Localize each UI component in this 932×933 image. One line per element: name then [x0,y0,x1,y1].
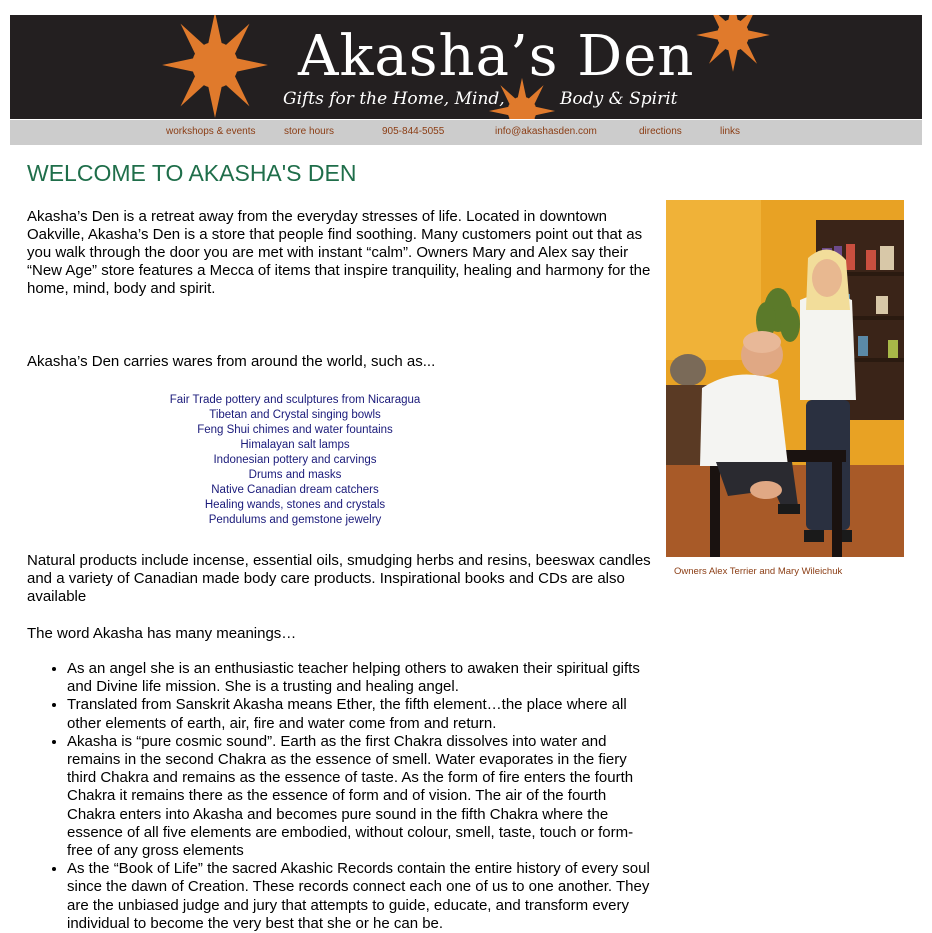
header-banner [10,15,922,119]
sun-icon [696,15,770,72]
owners-photo [666,200,904,557]
logo-title[interactable]: Akasha’s Den [298,24,695,89]
wares-list [130,393,460,528]
meaning-item: • Translated from Sanskrit Akasha means Ether, the fifth element…the place where all other elements of earth, air, fire and water come from and return. [67,696,652,732]
nav-link-workshops-events[interactable]: workshops & events [166,126,256,137]
meaning-item: • As an angel she is an enthusiastic teacher helping others to awaken their spiritual gifts and Divine life mission. She is a trusting and healing angel. [67,660,652,696]
wares-item: Indonesian pottery and carvings [213,454,377,466]
wares-item: Native Canadian dream catchers [211,484,379,496]
wares-item: Fair Trade pottery and sculptures from Nicaragua [169,394,421,406]
wares-item: Himalayan salt lamps [240,439,350,451]
wares-item: Tibetan and Crystal singing bowls [209,409,381,421]
nav-link-links[interactable]: links [720,126,741,137]
natural-products-paragraph: Natural products include incense, essential oils, smudging herbs and resins, beeswax candles and a variety of Canadian made body care products. Inspirational books and CDs are also available [27,552,651,605]
wares-item: Healing wands, stones and crystals [204,499,386,511]
logo-tagline-end: Body & Spirit [560,89,678,109]
photo-caption: Owners Alex Terrier and Mary Wileichuk [674,566,843,577]
nav-link-directions[interactable]: directions [639,126,682,137]
nav-link-store-hours[interactable]: store hours [284,126,335,137]
wares-item: Pendulums and gemstone jewelry [208,514,382,526]
logo-tagline: Gifts for the Home, Mind, [283,89,505,109]
page-title: WELCOME TO AKASHA'S DEN [27,160,357,186]
meanings-intro: The word Akasha has many meanings… [27,625,297,642]
nav-link-phone[interactable]: 905-844-5055 [382,126,445,137]
meaning-item: • As the “Book of Life” the sacred Akashic Records contain the entire history of every soul since the dawn of Creation. These records connect each one of us to one another. They are the unbiased judge and jury that attempts to guide, educate, and transform every individual to become the very best that she or he can be. [67,860,652,933]
wares-item: Drums and masks [248,469,342,481]
meaning-item: • Akasha is “pure cosmic sound”. Earth as the first Chakra dissolves into water and remains in the second Chakra as the essence of smell. Water evaporates in the fiery third Chakra and remains as the essence of taste. As the form of fire enters the fourth Chakra it remains there as the essence of form and of vision. The air of the fourth Chakra enters into Akasha and becomes pure sound in the fifth Chakra where the essence of all five elements are embodied, without colour, smell, taste, touch or form-free of any gross elements [67,733,652,860]
wares-item: Feng Shui chimes and water fountains [197,424,393,436]
nav-link-email[interactable]: info@akashasden.com [495,126,597,137]
sun-icon [162,15,268,118]
meanings-list [27,660,652,933]
wares-intro: Akasha’s Den carries wares from around the world, such as... [27,353,436,370]
intro-paragraph: Akasha’s Den is a retreat away from the everyday stresses of life. Located in downtown Oakville, Akasha’s Den is a store that people find soothing. Many customers point out that as you walk through the door you are met with instant “calm”. Owners Mary and Alex say their “New Age” store features a Mecca of items that inspire tranquility, healing and harmony for the home, mind, body and spirit. [27,208,651,297]
nav-bar [10,120,922,145]
